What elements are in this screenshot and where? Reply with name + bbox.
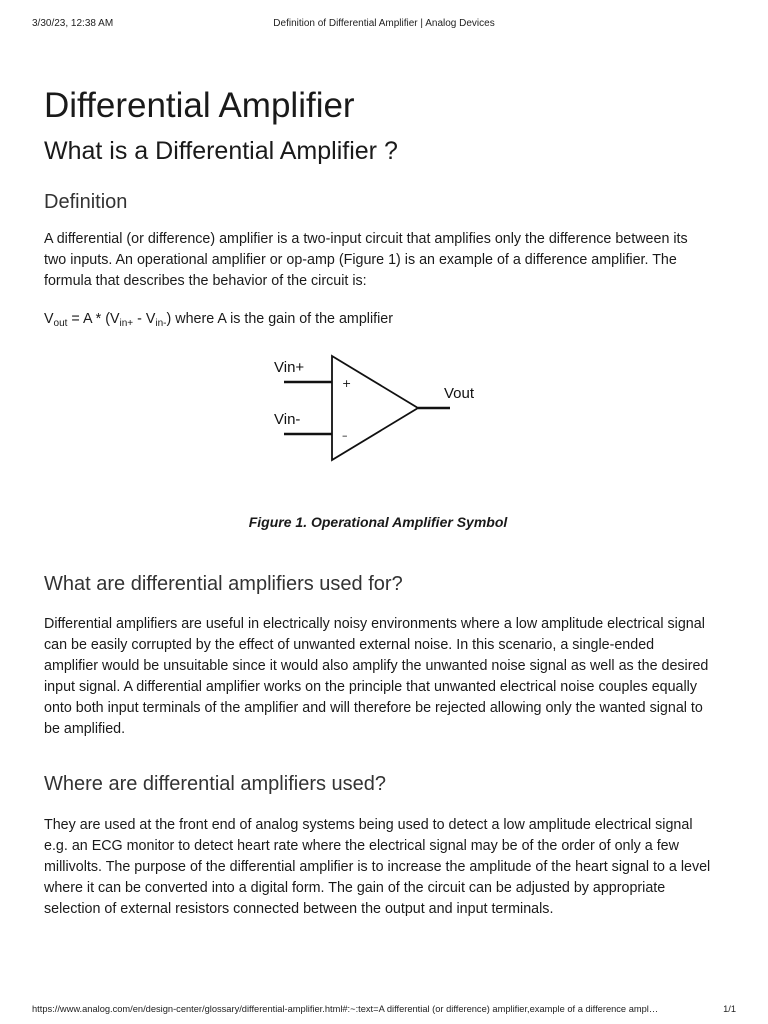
plus-sign: + [342, 377, 352, 390]
page-number: 1/1 [723, 1004, 736, 1014]
print-url: https://www.analog.com/en/design-center/glossary/differential-amplifier.html#:~:text=A differential (or difference) amplifier,example of a difference ampl… [32, 1004, 659, 1014]
formula-out-subscript: out [53, 318, 68, 329]
print-page-title: Definition of Differential Amplifier | Analog Devices [273, 18, 495, 29]
print-timestamp: 3/30/23, 12:38 AM [32, 18, 114, 29]
op-amp-symbol-diagram [272, 352, 492, 502]
label-v-in-minus: Vin- [274, 411, 301, 428]
label-v-in-plus: Vin+ [274, 359, 305, 376]
definition-heading: Definition [44, 191, 128, 213]
op-amp-triangle [332, 356, 418, 460]
where-paragraph: They are used at the front end of analog systems being used to detect a low amplitude electrical signal e.g. an ECG monitor to detect heart rate where the electrical signal may be of the order of only a few millivolts. The purpose of the differential amplifier is to increase the amplitude of the heart signal to a level where it can be converted into a digital form. The gain of the circuit can be adjusted by appropriate selection of external resistors connected between the output and input terminals. [44, 817, 711, 917]
figure-caption: Figure 1. Operational Amplifier Symbol [248, 514, 508, 530]
formula-in-minus-subscript: in- [155, 318, 167, 329]
page-title: Differential Amplifier [44, 86, 355, 125]
op-amp-figure [44, 352, 712, 502]
where-heading: Where are differential amplifiers used? [44, 773, 387, 795]
label-v-out: Vout [444, 385, 475, 402]
formula-in-plus-subscript: in+ [119, 318, 134, 329]
formula-minus: - V [133, 311, 156, 327]
definition-paragraph: A differential (or difference) amplifier is a two-input circuit that amplifies only the difference between its two inputs. An operational amplifier or op-amp (Figure 1) is an example of a difference amplifier. The formula that describes the behavior of the circuit is: [44, 231, 688, 289]
formula-equals: = A * (V [67, 311, 120, 327]
uses-paragraph: Differential amplifiers are useful in electrically noisy environments where a low amplitude electrical signal can be easily corrupted by the effect of unwanted external noise. In this scenario, a single-ended amplifier would be unsuitable since it would also amplify the unwanted noise signal as well as the desired input signal. A differential amplifier works on the principle that unwanted electrical noise couples equally onto both input terminals of the amplifier and will therefore be rejected allowing only the wanted signal to be amplified. [44, 616, 709, 737]
article [44, 84, 712, 920]
uses-heading: What are differential amplifiers used for? [44, 573, 403, 595]
minus-sign: – [342, 429, 348, 442]
formula-tail: ) where A is the gain of the amplifier [166, 311, 394, 327]
page-subtitle: What is a Differential Amplifier ? [44, 137, 398, 165]
gain-formula [44, 309, 712, 334]
formula-v-out: V [44, 311, 54, 327]
